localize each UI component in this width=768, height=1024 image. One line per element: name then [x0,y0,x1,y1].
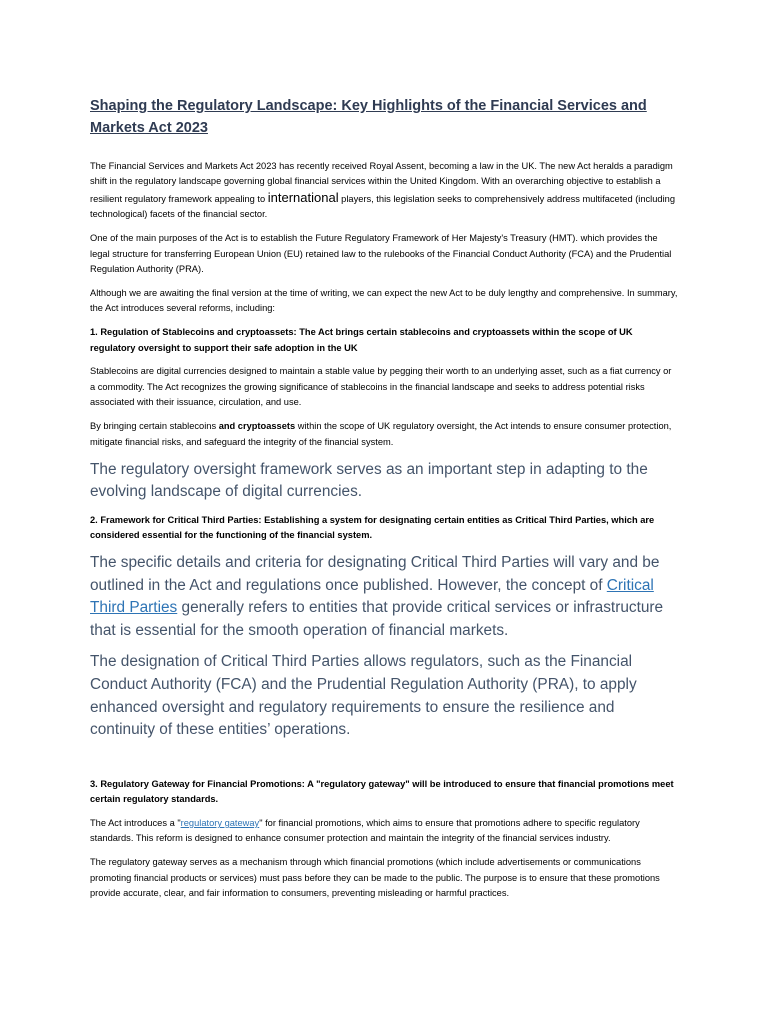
section2-para1-end: generally refers to entities that provide critical services or infrastructure that is essential for the smooth operation of financial markets. [90,599,664,639]
section1-paragraph-2 [90,419,678,450]
section3-heading: 3. Regulatory Gateway for Financial Promotions: A "regulatory gateway" will be introduced to ensure that financial promotions meet certain regulatory standards. [90,778,674,805]
regulatory-gateway-link[interactable]: regulatory gateway [180,818,260,829]
intro-emphasis-word: international [267,189,339,205]
section2-heading: 2. Framework for Critical Third Parties: Establishing a system for designating certain entities as Critical Third Parties, which are considered essential for the functioning of the financial system. [90,514,655,541]
awaiting-paragraph: Although we are awaiting the final version at the time of writing, we can expect the new Act to be duly lengthy and comprehensive. In summary, the Act introduces several reforms, including: [90,287,678,314]
page-title: Shaping the Regulatory Landscape: Key Highlights of the Financial Services and Markets Act 2023 [90,98,647,136]
section3-para1-start: The Act introduces a " [90,818,181,829]
section1-paragraph-1: Stablecoins are digital currencies designed to maintain a stable value by pegging their worth to an underlying asset, such as a fiat currency or a commodity. The Act recognizes the growing significance of stablecoins in the financial landscape and seeks to address potential risks associated with their issuance, circulation, and use. [90,366,672,408]
section1-paragraph-3: The regulatory oversight framework serves as an important step in adapting to the evolving landscape of digital currencies. [90,460,648,501]
purpose-paragraph: One of the main purposes of the Act is to establish the Future Regulatory Framework of Her Majesty's Treasury (HMT). which provides the legal structure for transferring European Union (EU) retained law to the rulebooks of the Financial Conduct Authority (FCA) and the Prudential Regulation Authority (PRA). [90,233,672,274]
intro-text-start: The Financial Services and Markets Act 2023 has recently received Royal Assent, becoming a law in the UK. The new Act heralds a paradigm shift in the regulatory landscape governing global financial services within the United Kingdom. With an overarching objective to establish a resilient regulatory framework appealing to [90,161,673,204]
section2-para1-start: The specific details and criteria for designating Critical Third Parties will vary and be outlined in the Act and regulations once published. However, the concept of [90,554,660,594]
section3-paragraph-2: The regulatory gateway serves as a mechanism through which financial promotions (which include advertisements or communications promoting financial products or services) must pass before they can be made to the public. The purpose is to ensure that these promotions provide accurate, clear, and fair information to consumers, preventing misleading or harmful practices. [90,857,660,899]
intro-paragraph [90,159,678,223]
section2-paragraph-2: The designation of Critical Third Parties allows regulators, such as the Financial Conduct Authority (FCA) and the Prudential Regulation Authority (PRA), to apply enhanced oversight and regulatory requirements to ensure the resilience and continuity of these entities’ operations. [90,653,637,739]
section1-para2-start: By bringing certain stablecoins [90,421,219,432]
section3-paragraph-1 [90,816,678,847]
section-spacer [90,751,678,777]
section1-para2-bold: and cryptoassets [218,421,296,432]
document-page [90,95,678,910]
critical-third-parties-link[interactable]: Critical Third Parties [90,576,654,617]
section1-heading: 1. Regulation of Stablecoins and cryptoassets: The Act brings certain stablecoins and cryptoassets within the scope of UK regulatory oversight to support their safe adoption in the UK [90,327,633,353]
section3-para1-end: " for financial promotions, which aims to ensure that promotions adhere to specific regulatory standards. This reform is designed to enhance consumer protection and maintain the integrity of the financial services industry. [90,818,640,844]
section1-para2-end: within the scope of UK regulatory oversight, the Act intends to ensure consumer protection, mitigate financial risks, and safeguard the integrity of the financial system. [90,421,672,447]
section2-paragraph-1 [90,552,678,642]
intro-text-end: players, this legislation seeks to comprehensively address multifaceted (including technological) facets of the financial sector. [90,193,675,220]
